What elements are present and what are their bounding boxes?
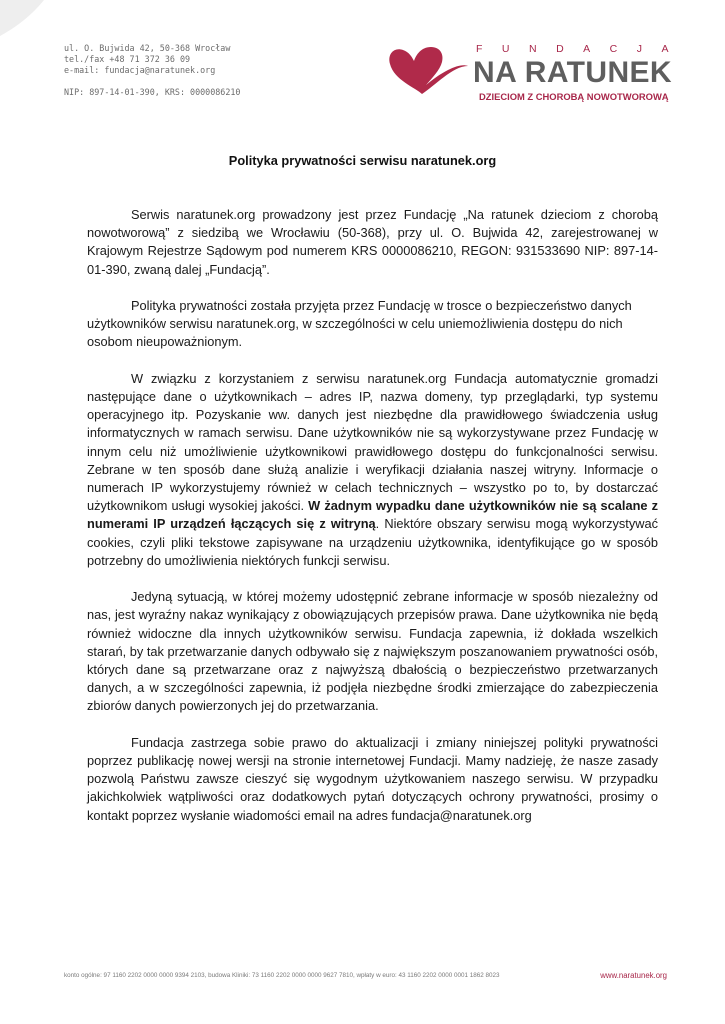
paragraph-5: Fundacja zastrzega sobie prawo do aktualizacji i zmiany niniejszej polityki prywatności poprzez publikację nowej wersji na stronie internetowej Fundacji. Mamy nadzieję, że nasze zasady pozwolą Państwu zawsze cieszyć się wygodnym użytkowaniem naszego serwisu. W przypadku jakichkolwiek wątpliwości oraz dodatkowych pytań dotyczących ochrony prywatności, prosimy o kontakt poprzez wysłanie wiadomości email na adres fundacja@naratunek.org xyxy=(87,734,658,823)
paragraph-3-bold: W żadnym wypadku dane użytkowników nie są scalane z numerami IP urządzeń łączących się z witryną xyxy=(87,498,658,532)
footer-website-link[interactable]: www.naratunek.org xyxy=(600,971,667,980)
paragraph-3 xyxy=(87,370,658,570)
corner-decoration xyxy=(0,0,60,40)
document-title: Polityka prywatności serwisu naratunek.org xyxy=(228,153,497,168)
heart-logo-icon xyxy=(386,40,470,98)
logo-top-word: FUNDACJA xyxy=(476,43,689,55)
paragraph-3-text-b: . Niektóre obszary serwisu mogą wykorzystywać cookies, czyli pliki tekstowe zapisywane na urządzeniu użytkownika, identyfikujące go w sposób potrzebny do umożliwienia niektórych funkcji serwisu. xyxy=(87,516,658,568)
header-phone: tel./fax +48 71 372 36 09 xyxy=(64,54,191,65)
paragraph-1: Serwis naratunek.org prowadzony jest przez Fundację „Na ratunek dzieciom z chorobą nowotworową” z siedzibą we Wrocławiu (50-368), przy ul. O. Bujwida 42, zarejestrowanej w Krajowym Rejestrze Sądowym pod numerem KRS 0000086210, REGON: 931533690 NIP: 897-14-01-390, zwaną dalej „Fundacją”. xyxy=(87,207,658,277)
paragraph-2: Polityka prywatności została przyjęta przez Fundację w trosce o bezpieczeństwo danych użytkowników serwisu naratunek.org, w szczególności w celu uniemożliwienia dostępu do nich osobom nieupoważnionym. xyxy=(87,298,632,350)
foundation-logo xyxy=(386,40,689,120)
paragraph-3-text-a: W związku z korzystaniem z serwisu naratunek.org Fundacja automatycznie gromadzi następujące dane o użytkownikach – adres IP, nazwa domeny, typ przeglądarki, typ systemu operacyjnego itp. Pozyskanie ww. danych jest niezbędne dla prawidłowego świadczenia usług informatycznych w ramach serwisu. Dane użytkowników nie są wykorzystywane przez Fundację w innym celu niż umożliwienie użytkownikowi prawidłowego dostępu do funkcjonalności serwisu. Zebrane w ten sposób dane służą analizie i weryfikacji działania naszej witryny. Informacje o numerach IP wykorzystujemy również w celach technicznych – wszystko po to, by dostarczać użytkownikom usługi wysokiej jakości. xyxy=(87,370,658,514)
logo-tagline: DZIECIOM Z CHOROBĄ NOWOTWOROWĄ xyxy=(479,91,669,102)
footer-bank-accounts: konto ogólne: 97 1160 2202 0000 0000 9394 2103, budowa Kliniki: 73 1160 2202 0000 0000 9627 7810, wpłaty w euro: 43 1160 2202 0000 0001 1862 8023 xyxy=(64,972,500,979)
header-address: ul. O. Bujwida 42, 50-368 Wrocław xyxy=(64,43,231,53)
logo-name: NA RATUNEK xyxy=(473,56,672,89)
header-registry: NIP: 897-14-01-390, KRS: 0000086210 xyxy=(64,86,241,97)
page-footer xyxy=(64,971,667,983)
paragraph-4: Jedyną sytuacją, w której możemy udostępnić zebrane informacje w sposób niezależny od nas, jest wyraźny nakaz wynikający z obowiązujących przepisów prawa. Dane użytkownika nie będą również widoczne dla innych użytkowników serwisu. Fundacja zapewnia, iż dokłada wszelkich starań, by tak przetwarzanie danych odbywało się z największym poszanowaniem prywatności osób, których dane są przetwarzane oraz z najwyższą dbałością o bezpieczeństwo przetwarzanych danych, a w szczególności zapewnia, iż podjęła niezbędne środki zmierzające do zabezpieczenia zbiorów danych powierzonych jej do przetwarzania. xyxy=(87,589,658,714)
header-contact-block xyxy=(64,43,240,98)
header-email: e-mail: fundacja@naratunek.org xyxy=(64,65,216,76)
document-body xyxy=(87,206,658,843)
